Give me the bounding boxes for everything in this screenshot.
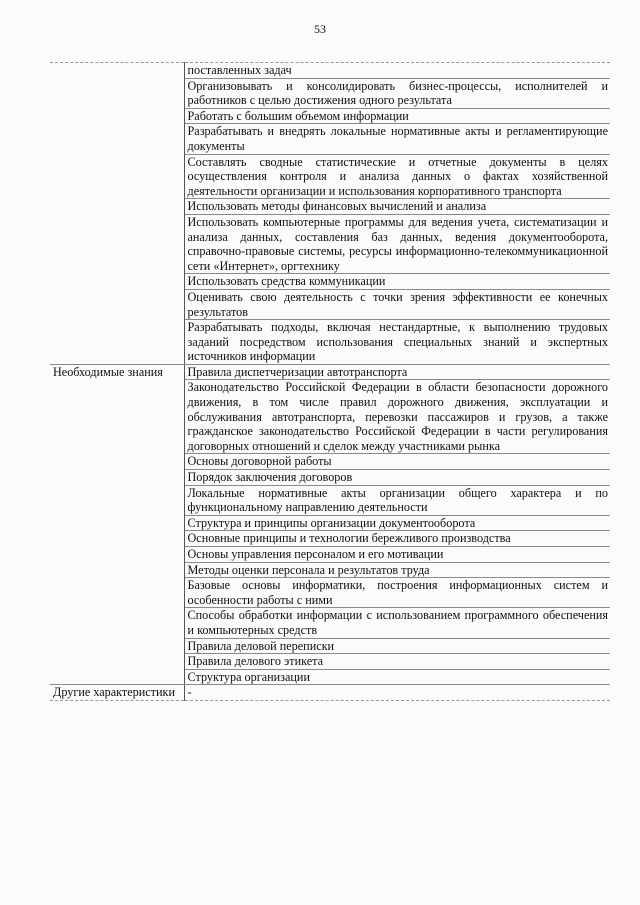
section-label xyxy=(50,63,184,365)
requirement-text: Использовать методы финансовых вычислений и анализа xyxy=(184,199,610,215)
requirement-text: Оценивать свою деятельность с точки зрения эффективности ее конечных результатов xyxy=(184,289,610,319)
requirement-text: Работать с большим объемом информации xyxy=(184,108,610,124)
requirement-text: Организовывать и консолидировать бизнес-процессы, исполнителей и работников с целью достижения одного результата xyxy=(184,78,610,108)
table-row xyxy=(50,364,610,380)
requirement-text: Законодательство Российской Федерации в области безопасности дорожного движения, в том числе правил дорожного движения, эксплуатации и обслуживания автотранспорта, перевозки пассажиров и грузов, а также гражданское законодательство Российской Федерации в части регулирования договорных отношений и сделок между участниками рынка xyxy=(184,380,610,454)
requirement-text: Правила диспетчеризации автотранспорта xyxy=(184,364,610,380)
requirement-text: Составлять сводные статистические и отчетные документы в целях осуществления контроля и анализа данных о фактах хозяйственной деятельности организации и использования корпоративного транспорта xyxy=(184,154,610,199)
section-label: Необходимые знания xyxy=(50,364,184,684)
requirement-text: Основные принципы и технологии бережливого производства xyxy=(184,531,610,547)
requirement-text: Правила деловой переписки xyxy=(184,638,610,654)
requirement-text: Способы обработки информации с использованием программного обеспечения и компьютерных средств xyxy=(184,608,610,638)
requirement-text: Локальные нормативные акты организации общего характера и по функциональному направлению деятельности xyxy=(184,485,610,515)
requirement-text: - xyxy=(184,685,610,701)
requirement-text: Порядок заключения договоров xyxy=(184,470,610,486)
requirement-text: поставленных задач xyxy=(184,63,610,79)
section-label: Другие характеристики xyxy=(50,685,184,701)
requirement-text: Базовые основы информатики, построения информационных систем и особенности работы с ними xyxy=(184,578,610,608)
requirement-text: Использовать компьютерные программы для ведения учета, систематизации и анализа данных, составления баз данных, ведения документооборота, справочно-правовые системы, ресурсы информационно-телекоммуникационной сети «Интернет», оргтехнику xyxy=(184,214,610,273)
requirement-text: Правила делового этикета xyxy=(184,654,610,670)
requirements-table xyxy=(50,62,610,701)
requirement-text: Разрабатывать и внедрять локальные нормативные акты и регламентирующие документы xyxy=(184,124,610,154)
requirement-text: Методы оценки персонала и результатов труда xyxy=(184,562,610,578)
requirement-text: Использовать средства коммуникации xyxy=(184,274,610,290)
requirement-text: Структура организации xyxy=(184,669,610,685)
page-number: 53 xyxy=(314,22,326,36)
requirement-text: Структура и принципы организации документооборота xyxy=(184,515,610,531)
requirement-text: Основы управления персоналом и его мотивации xyxy=(184,547,610,563)
table-row xyxy=(50,63,610,79)
requirement-text: Разрабатывать подходы, включая нестандартные, к выполнению трудовых заданий посредством использования специальных знаний и экспертных источников информации xyxy=(184,320,610,365)
table-row xyxy=(50,685,610,701)
requirement-text: Основы договорной работы xyxy=(184,454,610,470)
